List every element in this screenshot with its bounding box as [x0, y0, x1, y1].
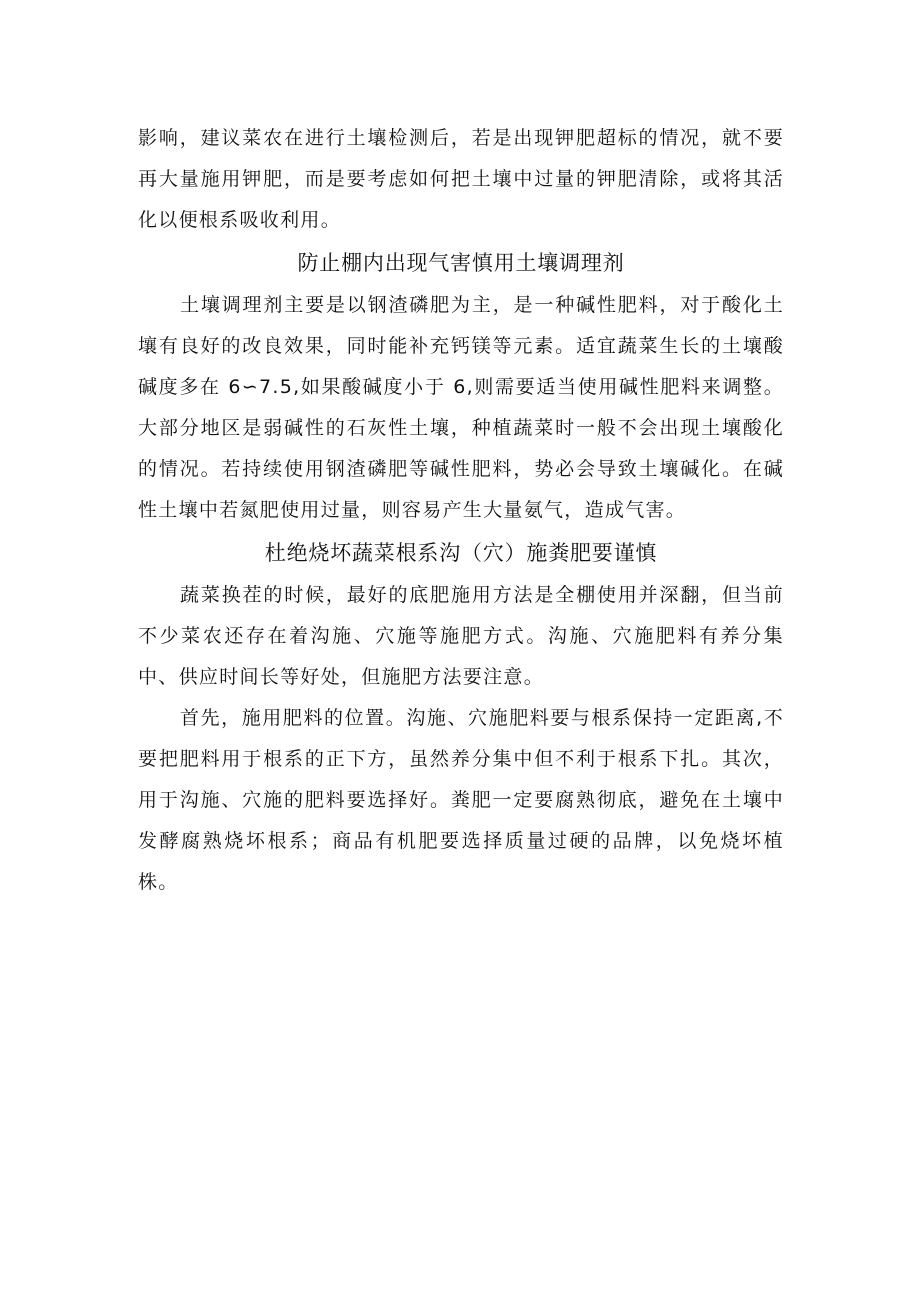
document-page	[138, 118, 784, 903]
section-paragraph-soil-conditioner: 土壤调理剂主要是以钢渣磷肥为主，是一种碱性肥料，对于酸化土壤有良好的改良效果，同时能补充钙镁等元素。适宜蔬菜生长的土壤酸碱度多在 6∽7.5,如果酸碱度小于 6,则需要适当使用碱性肥料来调整。大部分地区是弱碱性的石灰性土壤，种植蔬菜时一般不会出现土壤酸化的情况。若持续使用钢渣磷肥等碱性肥料，势必会导致土壤碱化。在碱性土壤中若氮肥使用过量，则容易产生大量氨气，造成气害。	[138, 294, 784, 521]
section-paragraph-fertilizing-methods: 蔬菜换茬的时候，最好的底肥施用方法是全棚使用并深翻，但当前不少菜农还存在着沟施、穴施等施肥方式。沟施、穴施肥料有养分集中、供应时间长等好处，但施肥方法要注意。	[138, 584, 784, 688]
section-heading-root-burn: 杜绝烧坏蔬菜根系沟（穴）施粪肥要谨慎	[264, 541, 658, 565]
section-paragraph-fertilizer-position: 首先，施用肥料的位置。沟施、穴施肥料要与根系保持一定距离,不要把肥料用于根系的正下方，虽然养分集中但不利于根系下扎。其次，用于沟施、穴施的肥料要选择好。粪肥一定要腐熟彻底，避免在土壤中发酵腐熟烧坏根系；商品有机肥要选择质量过硬的品牌，以免烧坏植株。	[138, 707, 784, 893]
section-heading-gas-damage: 防止棚内出现气害慎用土壤调理剂	[297, 251, 625, 275]
intro-paragraph: 影响，建议菜农在进行土壤检测后，若是出现钾肥超标的情况，就不要再大量施用钾肥，而是要考虑如何把土壤中过量的钾肥清除，或将其活化以便根系吸收利用。	[138, 127, 784, 231]
